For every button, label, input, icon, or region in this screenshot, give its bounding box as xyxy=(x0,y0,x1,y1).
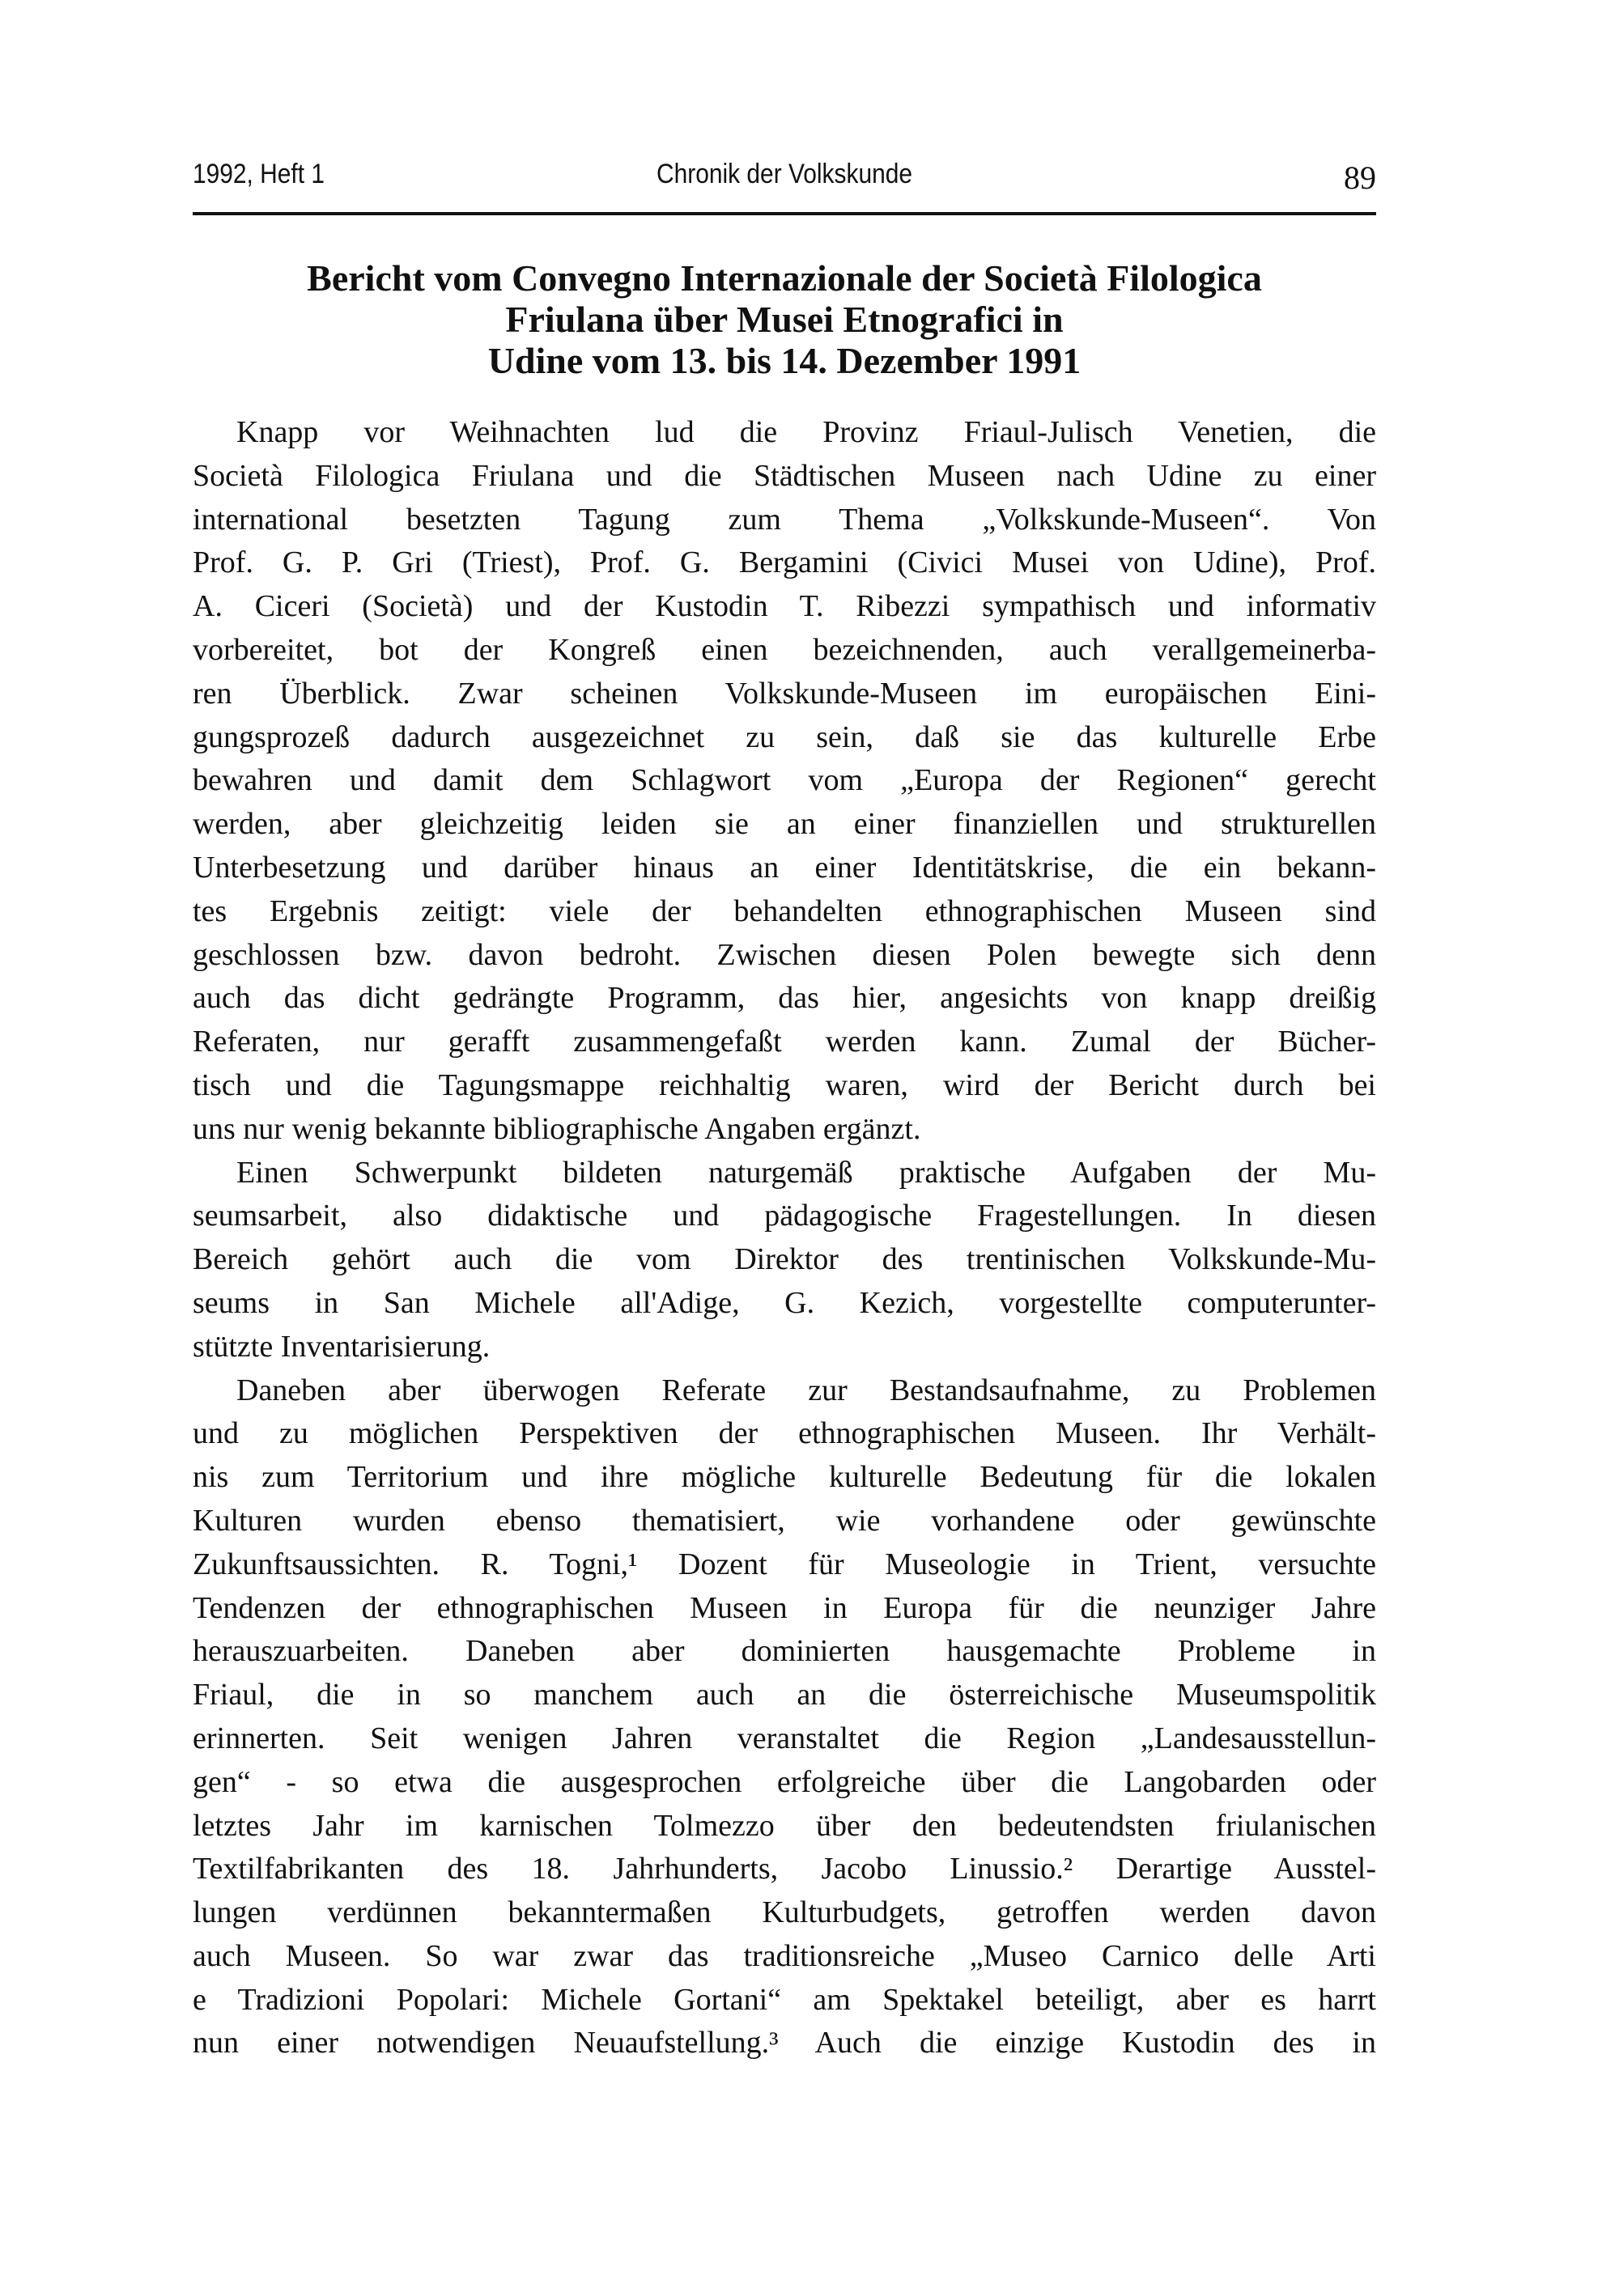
text-line: international besetzten Tagung zum Thema „Volkskunde-Museen“. Von xyxy=(193,502,1376,537)
text-line: letztes Jahr im karnischen Tolmezzo über den bedeutendsten friulanischen xyxy=(193,1808,1376,1843)
text-line: Tendenzen der ethnographischen Museen in Europa für die neunziger Jahre xyxy=(193,1590,1376,1625)
text-line: seumsarbeit, also didaktische und pädagogische Fragestellungen. In diesen xyxy=(193,1199,1376,1233)
text-line: uns nur wenig bekannte bibliographische Angaben ergänzt. xyxy=(193,1111,921,1146)
text-line: Prof. G. P. Gri (Triest), Prof. G. Bergamini (Civici Musei von Udine), Prof. xyxy=(193,545,1376,580)
running-header xyxy=(193,159,1376,199)
text-line: seums in San Michele all'Adige, G. Kezich, vorgestellte computerunter- xyxy=(193,1285,1376,1320)
text-line: Friaul, die in so manchem auch an die österreichische Museumspolitik xyxy=(193,1678,1376,1712)
issue-label: 1992, Heft 1 xyxy=(193,159,325,189)
text-line: Kulturen wurden ebenso thematisiert, wie vorhandene oder gewünschte xyxy=(193,1503,1376,1538)
text-line: Einen Schwerpunkt bildeten naturgemäß praktische Aufgaben der Mu- xyxy=(236,1155,1376,1190)
text-line: Bereich gehört auch die vom Direktor des trentinischen Volkskunde-Mu- xyxy=(193,1242,1376,1277)
title-line: Udine vom 13. bis 14. Dezember 1991 xyxy=(487,340,1081,381)
text-line: Knapp vor Weihnachten lud die Provinz Friaul-Julisch Venetien, die xyxy=(236,415,1376,449)
text-line: herauszuarbeiten. Daneben aber dominierten hausgemachte Probleme in xyxy=(193,1634,1376,1669)
text-line: bewahren und damit dem Schlagwort vom „Europa der Regionen“ gerecht xyxy=(193,763,1376,798)
article-title xyxy=(193,257,1376,381)
text-line: auch das dicht gedrängte Programm, das hier, angesichts von knapp dreißig xyxy=(193,981,1376,1016)
text-line: A. Ciceri (Società) und der Kustodin T. Ribezzi sympathisch und informativ xyxy=(193,589,1376,624)
text-line: auch Museen. So war zwar das traditionsreiche „Museo Carnico delle Arti xyxy=(193,1938,1376,1973)
paragraph xyxy=(193,1152,1376,1369)
text-line: lungen verdünnen bekanntermaßen Kulturbudgets, getroffen werden davon xyxy=(193,1895,1376,1930)
text-line: vorbereitet, bot der Kongreß einen bezeichnenden, auch verallgemeinerba- xyxy=(193,632,1376,667)
header-rule xyxy=(193,212,1376,215)
text-line: stützte Inventarisierung. xyxy=(193,1329,491,1364)
text-line: e Tradizioni Popolari: Michele Gortani“ am Spektakel beteiligt, aber es harrt xyxy=(193,1982,1376,2017)
article-body xyxy=(193,411,1376,2065)
text-line: Società Filologica Friulana und die Städtischen Museen nach Udine zu einer xyxy=(193,458,1376,493)
text-line: gen“ - so etwa die ausgesprochen erfolgreiche über die Langobarden oder xyxy=(193,1764,1376,1799)
text-line: tisch und die Tagungsmappe reichhaltig waren, wird der Bericht durch bei xyxy=(193,1067,1376,1102)
title-line: Bericht vom Convegno Internazionale der Società Filologica xyxy=(307,257,1262,299)
text-line: ren Überblick. Zwar scheinen Volkskunde-Museen im europäischen Eini- xyxy=(193,676,1376,711)
text-line: Zukunftsaussichten. R. Togni,¹ Dozent für Museologie in Trient, versuchte xyxy=(193,1547,1376,1581)
text-line: Unterbesetzung und darüber hinaus an einer Identitätskrise, die ein bekann- xyxy=(193,850,1376,885)
section-title: Chronik der Volkskunde xyxy=(656,159,913,189)
text-line: Referaten, nur gerafft zusammengefaßt werden kann. Zumal der Bücher- xyxy=(193,1025,1376,1059)
title-line: Friulana über Musei Etnografici in xyxy=(505,299,1064,340)
text-line: gungsprozeß dadurch ausgezeichnet zu sein, daß sie das kulturelle Erbe xyxy=(193,719,1376,754)
text-line: Textilfabrikanten des 18. Jahrhunderts, Jacobo Linussio.² Derartige Ausstel- xyxy=(193,1852,1376,1886)
paragraph xyxy=(193,411,1376,1152)
text-line: Daneben aber überwogen Referate zur Bestandsaufnahme, zu Problemen xyxy=(236,1373,1376,1407)
text-line: geschlossen bzw. davon bedroht. Zwischen diesen Polen bewegte sich denn xyxy=(193,937,1376,972)
text-line: erinnerten. Seit wenigen Jahren veranstaltet die Region „Landesausstellun- xyxy=(193,1721,1376,1755)
text-line: nis zum Territorium und ihre mögliche kulturelle Bedeutung für die lokalen xyxy=(193,1460,1376,1495)
text-line: nun einer notwendigen Neuaufstellung.³ Auch die einzige Kustodin des in xyxy=(193,2026,1376,2060)
text-line: tes Ergebnis zeitigt: viele der behandelten ethnographischen Museen sind xyxy=(193,893,1376,928)
text-line: werden, aber gleichzeitig leiden sie an einer finanziellen und strukturellen xyxy=(193,807,1376,842)
page-number: 89 xyxy=(1344,159,1376,196)
paragraph xyxy=(193,1369,1376,2066)
text-line: und zu möglichen Perspektiven der ethnographischen Museen. Ihr Verhält- xyxy=(193,1416,1376,1451)
